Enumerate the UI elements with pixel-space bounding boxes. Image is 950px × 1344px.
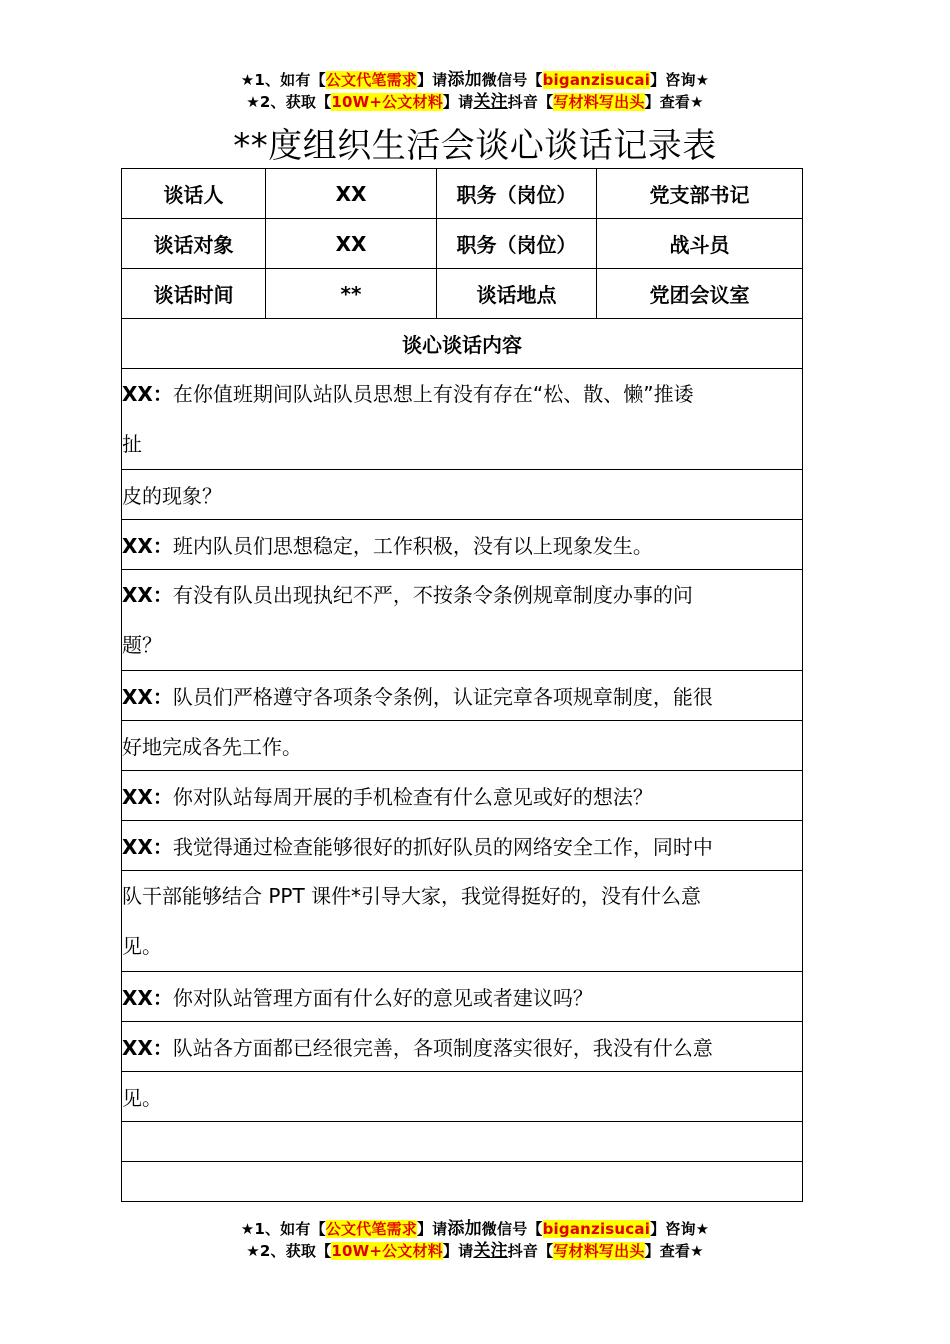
document-title: **度组织生活会谈心谈话记录表 — [233, 126, 717, 166]
dialogue-text: 有没有队员出现执纪不严，不按条令条例规章制度办事的问 — [172, 583, 693, 607]
promo-text: 】咨询★ — [650, 1220, 710, 1238]
dialogue-cell — [122, 1022, 803, 1072]
speaker: XX： — [122, 1036, 173, 1060]
promo-text: 】请 — [442, 93, 474, 111]
header-row — [122, 219, 803, 269]
field-value: 战斗员 — [597, 219, 803, 269]
header-row — [122, 269, 803, 319]
promo-text: ★1、如有【 — [240, 1220, 326, 1238]
empty-cell — [122, 1122, 803, 1162]
dialogue-row — [122, 1072, 803, 1122]
speaker: XX： — [122, 685, 173, 709]
dialogue-text: 见。 — [122, 1086, 162, 1110]
field-label: 职务（岗位） — [437, 219, 597, 269]
promo-highlight: 公文代笔需求 — [325, 1220, 417, 1238]
record-table — [121, 168, 803, 1202]
promo-highlight: 公文代笔需求 — [325, 71, 417, 89]
promo-text: ★2、获取【 — [246, 1242, 332, 1260]
promo-banner-bottom — [0, 1218, 950, 1262]
field-value: ** — [266, 269, 437, 319]
section-title: 谈心谈话内容 — [122, 319, 803, 369]
promo-highlight: 10W+公文材料 — [331, 1242, 443, 1260]
field-label: 谈话人 — [122, 169, 266, 219]
dialogue-row — [122, 972, 803, 1022]
speaker: XX： — [122, 986, 173, 1010]
dialogue-row — [122, 871, 803, 972]
dialogue-text: 在你值班期间队站队员思想上有没有存在“松、散、懒”推诿 — [172, 382, 694, 406]
promo-line-1 — [0, 69, 950, 91]
dialogue-cell — [122, 470, 803, 520]
field-value: 党支部书记 — [597, 169, 803, 219]
dialogue-line — [122, 369, 802, 419]
promo-text: 微信号【 — [481, 71, 543, 89]
section-row — [122, 319, 803, 369]
promo-emphasis: 关注 — [473, 1241, 508, 1261]
promo-text: 抖音【 — [507, 93, 554, 111]
promo-line-2 — [0, 1240, 950, 1262]
promo-emphasis: 添加 — [447, 1219, 482, 1239]
promo-emphasis: 关注 — [473, 92, 508, 112]
dialogue-row — [122, 771, 803, 821]
dialogue-row — [122, 520, 803, 570]
promo-emphasis: 添加 — [447, 70, 482, 90]
field-label: 职务（岗位） — [437, 169, 597, 219]
dialogue-line: 题？ — [122, 633, 162, 657]
field-value: XX — [266, 219, 437, 269]
dialogue-cell — [122, 771, 803, 821]
empty-row — [122, 1122, 803, 1162]
dialogue-row — [122, 671, 803, 721]
promo-line-1 — [0, 1218, 950, 1240]
dialogue-text: 队员们严格遵守各项条令条例，认证完章各项规章制度，能很 — [172, 685, 713, 709]
dialogue-line — [122, 570, 802, 620]
dialogue-row — [122, 721, 803, 771]
field-value: 党团会议室 — [597, 269, 803, 319]
promo-text: 】查看★ — [644, 93, 704, 111]
dialogue-cell — [122, 520, 803, 570]
dialogue-cell — [122, 972, 803, 1022]
dialogue-cell — [122, 570, 803, 671]
promo-text: 抖音【 — [507, 1242, 554, 1260]
promo-wechat-id: biganzisucai — [542, 1220, 651, 1238]
dialogue-cell — [122, 369, 803, 470]
promo-text: 】查看★ — [644, 1242, 704, 1260]
empty-cell — [122, 1162, 803, 1202]
dialogue-text: 我觉得通过检查能够很好的抓好队员的网络安全工作，同时中 — [172, 835, 713, 859]
promo-douyin-id: 写材料写出头 — [553, 93, 645, 111]
promo-text: ★1、如有【 — [240, 71, 326, 89]
dialogue-text: 班内队员们思想稳定，工作积极，没有以上现象发生。 — [172, 534, 653, 558]
dialogue-line: 扯 — [122, 432, 142, 456]
dialogue-row — [122, 821, 803, 871]
promo-douyin-id: 写材料写出头 — [553, 1242, 645, 1260]
promo-text: 】请 — [416, 71, 448, 89]
dialogue-cell — [122, 871, 803, 972]
speaker: XX： — [122, 835, 173, 859]
header-row — [122, 169, 803, 219]
dialogue-text: 你对队站每周开展的手机检查有什么意见或好的想法？ — [172, 785, 653, 809]
dialogue-text: 皮的现象？ — [122, 484, 222, 508]
field-label: 谈话时间 — [122, 269, 266, 319]
dialogue-row — [122, 369, 803, 470]
dialogue-text: 队站各方面都已经很完善，各项制度落实很好，我没有什么意 — [172, 1036, 713, 1060]
dialogue-row — [122, 570, 803, 671]
field-value: XX — [266, 169, 437, 219]
dialogue-cell — [122, 671, 803, 721]
dialogue-line: 队干部能够结合 PPT 课件*引导大家，我觉得挺好的，没有什么意 — [122, 884, 702, 908]
field-label: 谈话地点 — [437, 269, 597, 319]
dialogue-cell — [122, 721, 803, 771]
dialogue-row — [122, 1022, 803, 1072]
promo-text: 】请 — [416, 1220, 448, 1238]
speaker: XX： — [122, 534, 173, 558]
dialogue-line: 见。 — [122, 934, 162, 958]
empty-row — [122, 1162, 803, 1202]
dialogue-text: 好地完成各先工作。 — [122, 735, 302, 759]
promo-highlight: 10W+公文材料 — [331, 93, 443, 111]
promo-wechat-id: biganzisucai — [542, 71, 651, 89]
promo-text: ★2、获取【 — [246, 93, 332, 111]
promo-text: 】咨询★ — [650, 71, 710, 89]
speaker: XX： — [122, 583, 173, 607]
speaker: XX： — [122, 785, 173, 809]
dialogue-row — [122, 470, 803, 520]
dialogue-cell — [122, 821, 803, 871]
dialogue-cell — [122, 1072, 803, 1122]
promo-text: 微信号【 — [481, 1220, 543, 1238]
promo-line-2 — [0, 91, 950, 113]
promo-text: 】请 — [442, 1242, 474, 1260]
field-label: 谈话对象 — [122, 219, 266, 269]
speaker: XX： — [122, 382, 173, 406]
dialogue-text: 你对队站管理方面有什么好的意见或者建议吗？ — [172, 986, 593, 1010]
promo-banner-top — [0, 69, 950, 113]
